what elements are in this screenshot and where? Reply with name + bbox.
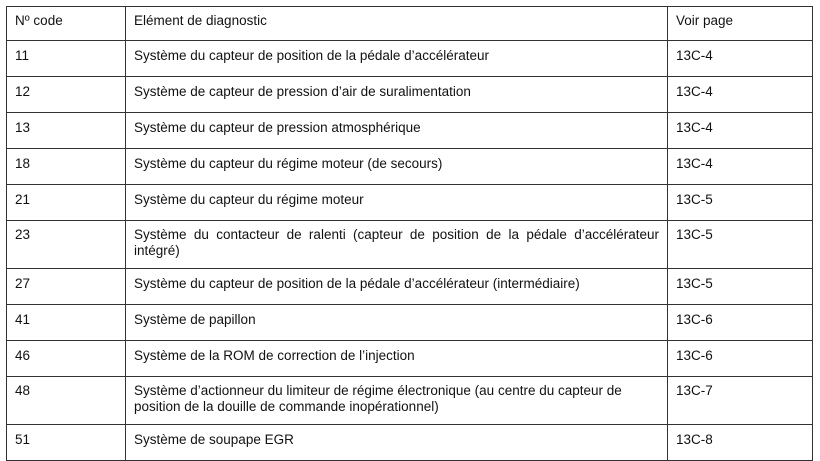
cell-code: 12	[7, 77, 126, 113]
cell-page: 13C-8	[668, 425, 813, 461]
cell-page: 13C-7	[668, 377, 813, 425]
cell-page: 13C-5	[668, 185, 813, 221]
cell-description: Système du capteur du régime moteur (de secours)	[126, 149, 668, 185]
header-code: Nº code	[7, 7, 126, 41]
table-row	[7, 77, 813, 113]
cell-page: 13C-5	[668, 221, 813, 269]
cell-page: 13C-5	[668, 269, 813, 305]
cell-code: 41	[7, 305, 126, 341]
table-row	[7, 305, 813, 341]
cell-page: 13C-4	[668, 41, 813, 77]
table-row	[7, 149, 813, 185]
cell-code: 21	[7, 185, 126, 221]
table-row	[7, 221, 813, 269]
cell-description: Système du capteur de position de la pédale d’accélérateur (intermédiaire)	[126, 269, 668, 305]
cell-page: 13C-4	[668, 113, 813, 149]
cell-page: 13C-6	[668, 341, 813, 377]
cell-code: 11	[7, 41, 126, 77]
table-row	[7, 425, 813, 461]
cell-code: 51	[7, 425, 126, 461]
table-row	[7, 185, 813, 221]
header-element: Elément de diagnostic	[126, 7, 668, 41]
cell-page: 13C-4	[668, 77, 813, 113]
cell-description: Système du contacteur de ralenti (capteur de position de la pédale d’accélérateur intégré)	[126, 221, 668, 269]
cell-code: 23	[7, 221, 126, 269]
table-row	[7, 377, 813, 425]
cell-code: 18	[7, 149, 126, 185]
table-header-row	[7, 7, 813, 41]
cell-code: 46	[7, 341, 126, 377]
table-row	[7, 113, 813, 149]
cell-description: Système de papillon	[126, 305, 668, 341]
table-row	[7, 341, 813, 377]
header-page: Voir page	[668, 7, 813, 41]
cell-page: 13C-4	[668, 149, 813, 185]
table-row	[7, 269, 813, 305]
cell-description: Système d’actionneur du limiteur de régime électronique (au centre du capteur de position de la douille de commande inopérationnel)	[126, 377, 668, 425]
table-row	[7, 41, 813, 77]
diagnostic-code-table	[6, 6, 813, 461]
cell-description: Système de soupape EGR	[126, 425, 668, 461]
cell-code: 48	[7, 377, 126, 425]
cell-description: Système de la ROM de correction de l’injection	[126, 341, 668, 377]
cell-description: Système du capteur de pression atmosphérique	[126, 113, 668, 149]
cell-description: Système du capteur du régime moteur	[126, 185, 668, 221]
cell-code: 27	[7, 269, 126, 305]
cell-page: 13C-6	[668, 305, 813, 341]
cell-description: Système de capteur de pression d’air de suralimentation	[126, 77, 668, 113]
cell-description: Système du capteur de position de la pédale d’accélérateur	[126, 41, 668, 77]
cell-code: 13	[7, 113, 126, 149]
